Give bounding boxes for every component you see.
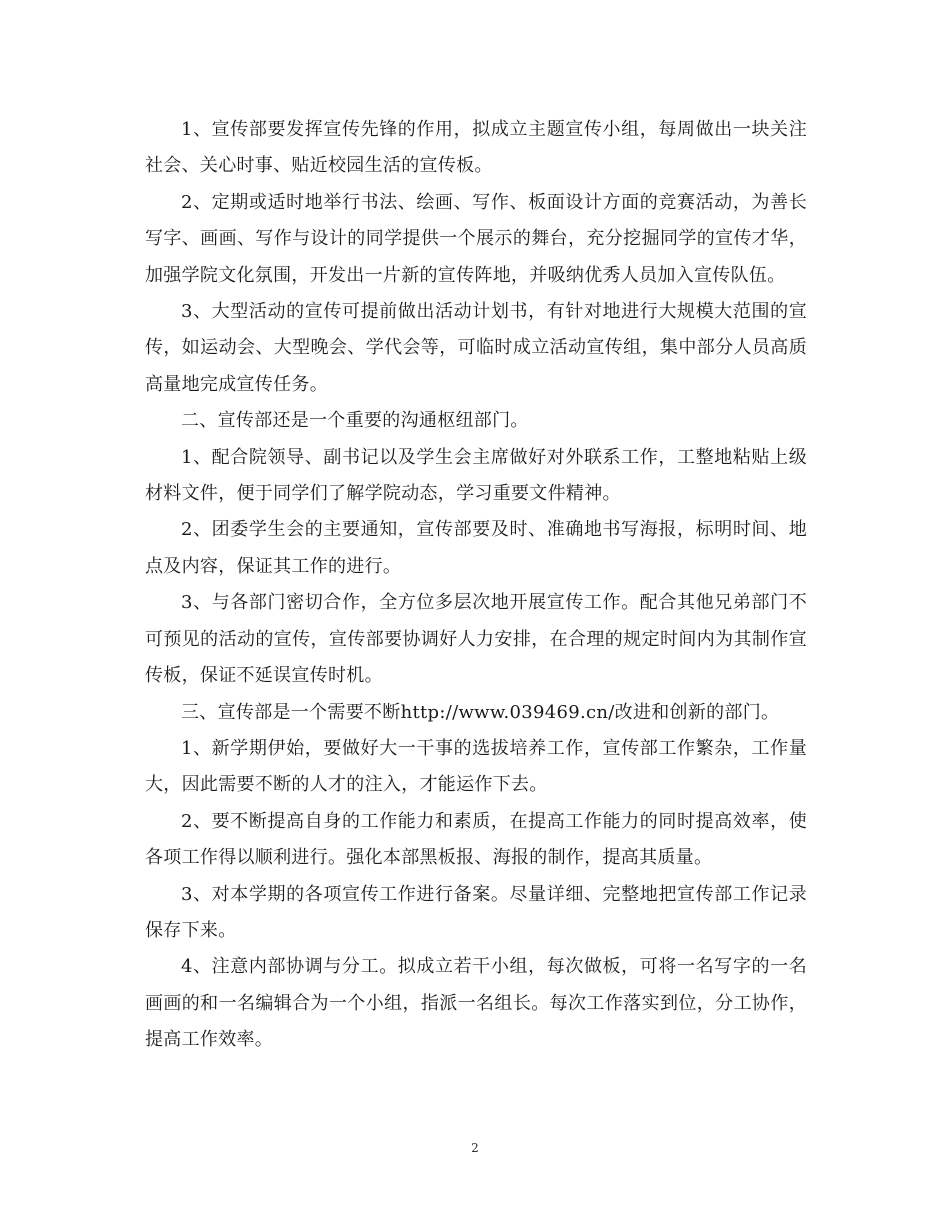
paragraph-6: 2、团委学生会的主要通知，宣传部要及时、准确地书写海报，标明时间、地点及内容，保证其工作的进行。 (145, 519, 807, 577)
paragraph-12: 4、注意内部协调与分工。拟成立若干小组，每次做板，可将一名写字的一名画画的和一名编辑合为一个小组，指派一名组长。每次工作落实到位，分工协作，提高工作效率。 (145, 956, 807, 1051)
section-heading-3: 三、宣传部是一个需要不断http://www.039469.cn/改进和创新的部门。 (181, 701, 780, 723)
section-heading-2: 二、宣传部还是一个重要的沟通枢纽部门。 (181, 410, 529, 432)
paragraph-3: 3、大型活动的宣传可提前做出活动计划书，有针对地进行大规模大范围的宣传，如运动会、大型晚会、学代会等，可临时成立活动宣传组，集中部分人员高质高量地完成宣传任务。 (145, 301, 807, 395)
document-body (145, 112, 807, 1059)
paragraph-1: 1、宣传部要发挥宣传先锋的作用，拟成立主题宣传小组，每周做出一块关注社会、关心时事、贴近校园生活的宣传板。 (145, 119, 807, 177)
paragraph-9: 1、新学期伊始，要做好大一干事的选拔培养工作，宣传部工作繁杂，工作量大，因此需要不断的人才的注入，才能运作下去。 (145, 737, 807, 796)
page-number: 2 (471, 1141, 479, 1155)
paragraph-11: 3、对本学期的各项宣传工作进行备案。尽量详细、完整地把宣传部工作记录保存下来。 (145, 883, 807, 941)
paragraph-2: 2、定期或适时地举行书法、绘画、写作、板面设计方面的竞赛活动，为善长写字、画画、写作与设计的同学提供一个展示的舞台，充分挖掘同学的宣传才华，加强学院文化氛围，开发出一片新的宣传阵地，并吸纳优秀人员加入宣传队伍。 (145, 191, 807, 286)
paragraph-5: 1、配合院领导、副书记以及学生会主席做好对外联系工作，工整地粘贴上级材料文件，便于同学们了解学院动态，学习重要文件精神。 (145, 446, 807, 505)
paragraph-7: 3、与各部门密切合作，全方位多层次地开展宣传工作。配合其他兄弟部门不可预见的活动的宣传，宣传部要协调好人力安排，在合理的规定时间内为其制作宣传板，保证不延误宣传时机。 (145, 592, 807, 687)
paragraph-10: 2、要不断提高自身的工作能力和素质，在提高工作能力的同时提高效率，使各项工作得以顺利进行。强化本部黑板报、海报的制作，提高其质量。 (145, 810, 807, 869)
